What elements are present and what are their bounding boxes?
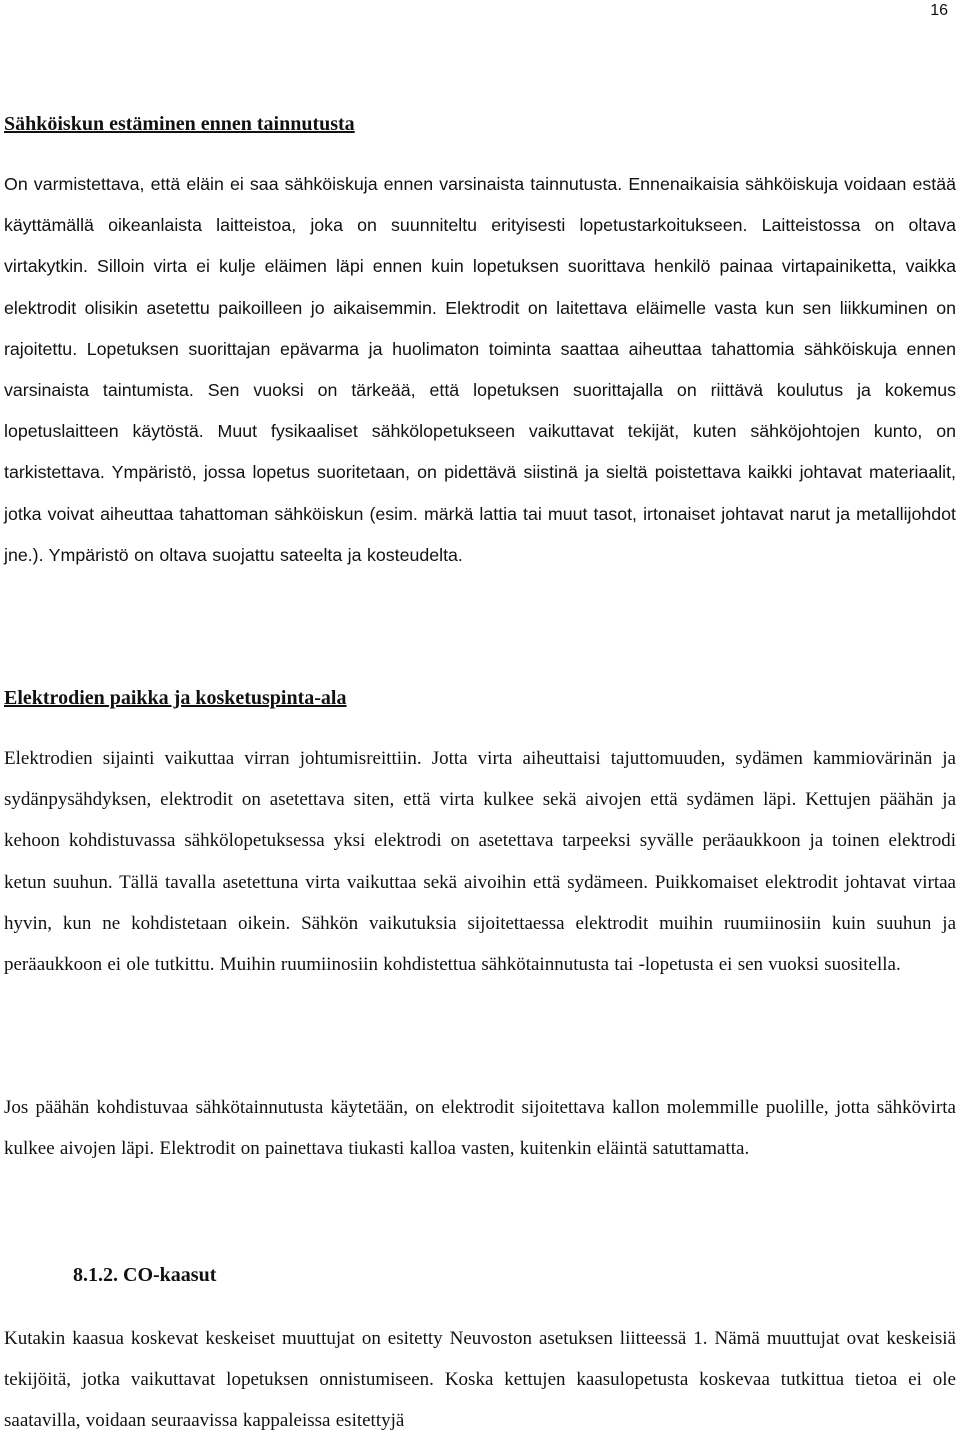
paragraph-co-gases: Kutakin kaasua koskevat keskeiset muuttujat on esitetty Neuvoston asetuksen liitteessä 1. Nämä muuttujat ovat keskeisiä tekijöitä, jotka vaikuttavat lopetuksen onnistumiseen. Koska kettujen kaasulopetusta koskevaa tutkittua tietoa ei ole saatavilla, voidaan seuraavissa kappaleissa esitettyjä: [4, 1328, 956, 1432]
paragraph-electrode-placement: Elektrodien sijainti vaikuttaa virran johtumisreittiin. Jotta virta aiheuttaisi tajuttomuuden, sydämen kammiovärinän ja sydänpysähdyksen, elektrodit on asetettava siten, että virta kulkee sekä aivojen että sydämen läpi. Kettujen päähän ja kehoon kohdistuvassa sähkölopetuksessa yksi elektrodi on asetettava tarpeeksi syvälle peräaukkoon ja toinen elektrodi ketun suuhun. Tällä tavalla asetettuna virta vaikuttaa sekä aivoihin että sydämeen. Puikkomaiset elektrodit johtavat virtaa hyvin, kun ne kohdistetaan oikein. Sähkön vaikutuksia sijoitettaessa elektrodit muihin ruumiinosiin kuin suuhun ja peräaukkoon ei ole tutkittu. Muihin ruumiinosiin kohdistettua sähkötainnutusta tai -lopetusta ei sen vuoksi suositella.: [4, 748, 956, 976]
section-heading-electrode-placement: Elektrodien paikka ja kosketuspinta-ala: [4, 687, 347, 709]
paragraph-electric-shock-prevention: On varmistettava, että eläin ei saa sähköiskuja ennen varsinaista tainnutusta. Ennenaikaisia sähköiskuja voidaan estää käyttämällä oikeanlaista laitteistoa, joka on suunniteltu erityisesti lopetustarkoitukseen. Laitteistossa on oltava virtakytkin. Silloin virta ei kulje eläimen läpi ennen kuin lopetuksen suorittava henkilö painaa virtapainiketta, vaikka elektrodit olisikin asetettu paikoilleen jo aikaisemmin. Elektrodit on laitettava eläimelle vasta kun sen liikkuminen on rajoitettu. Lopetuksen suorittajan epävarma ja huolimaton toiminta saattaa aiheuttaa tahattomia sähköiskuja ennen varsinaista taintumista. Sen vuoksi on tärkeää, että lopetuksen suorittajalla on riittävä koulutus ja kokemus lopetuslaitteen käytöstä. Muut fysikaaliset sähkölopetukseen vaikuttavat tekijät, kuten sähköjohtojen kunto, on tarkistettava. Ympäristö, jossa lopetus suoritetaan, on pidettävä siistinä ja sieltä poistettava kaikki johtavat materiaalit, jotka voivat aiheuttaa tahattoman sähköiskun (esim. märkä lattia tai muut tasot, irtonaiset johtavat narut ja metallijohdot jne.). Ympäristö on oltava suojattu sateelta ja kosteudelta.: [4, 174, 956, 565]
section-heading-electric-shock-prevention: Sähköiskun estäminen ennen tainnutusta: [4, 113, 355, 135]
section-heading-co-gases: 8.1.2. CO-kaasut: [73, 1264, 217, 1286]
paragraph-head-stunning: Jos päähän kohdistuvaa sähkötainnutusta käytetään, on elektrodit sijoitettava kallon molemmille puolille, jotta sähkövirta kulkee aivojen läpi. Elektrodit on painettava tiukasti kalloa vasten, kuitenkin eläintä satuttamatta.: [4, 1097, 956, 1160]
page-number: 16: [930, 2, 948, 19]
